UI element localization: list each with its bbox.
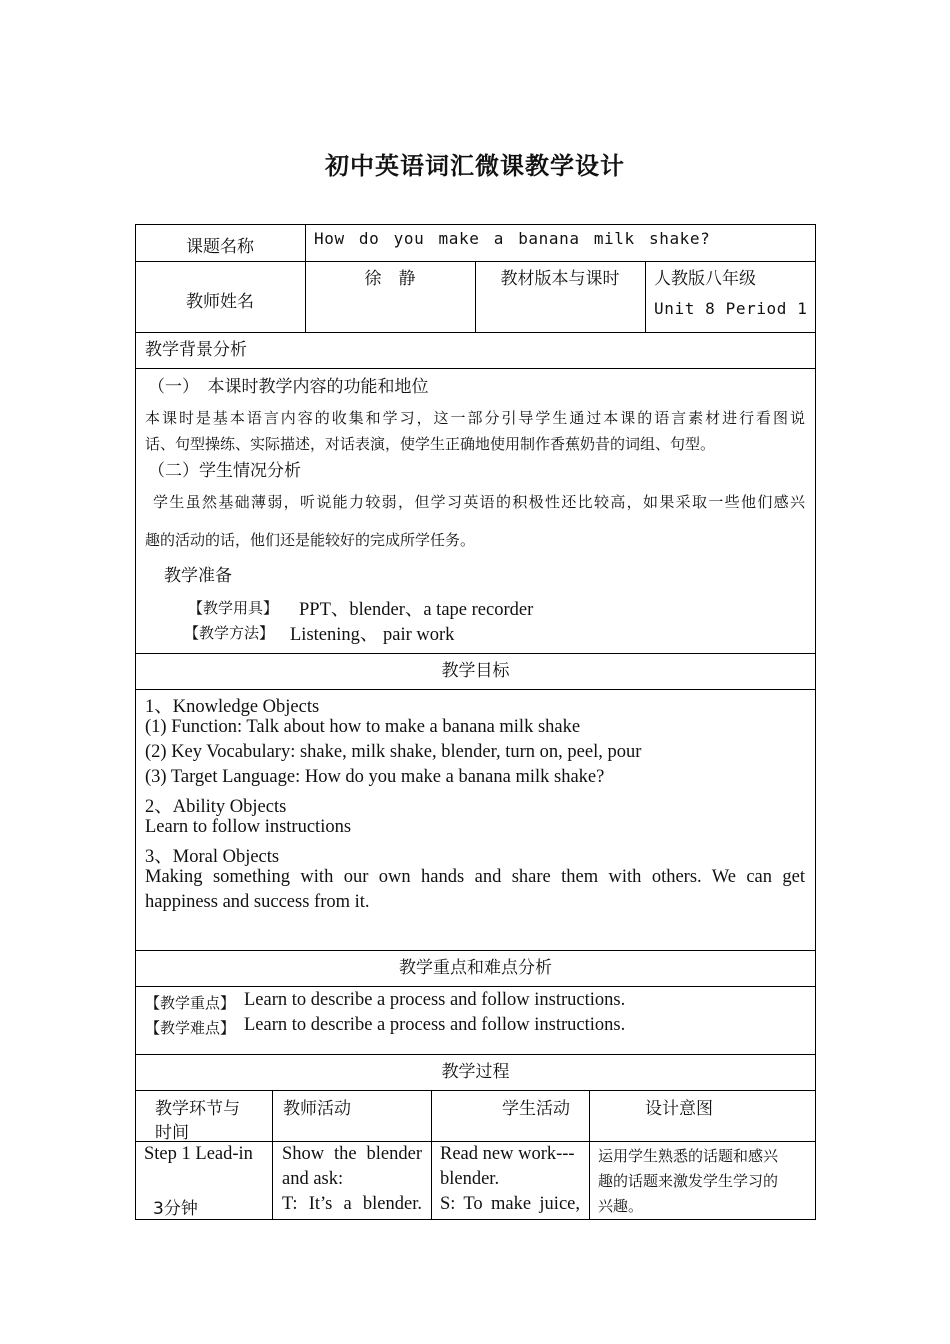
row1-time: 3分钟 [153,1199,198,1219]
row1-student-line2: blender. [440,1169,500,1189]
col-step-header-time: 时间 [155,1123,189,1143]
difficult-label: 【教学难点】 [145,1019,236,1037]
objective-moral-line2: happiness and success from it. [145,892,370,912]
methods-label: 【教学方法】 [184,624,275,642]
tools-value: PPT、blender、a tape recorder [299,600,534,620]
teacher-label: 教师姓名 [186,292,254,312]
section2-heading: （二）学生情况分析 [148,461,301,481]
section1-text-line2: 话、句型操练、实际描述，对话表演，使学生正确地使用制作香蕉奶昔的词组、句型。 [145,435,716,453]
document-title: 初中英语词汇微课教学设计 [325,151,625,180]
keypoints-heading: 教学重点和难点分析 [399,958,552,978]
section1-text-line1: 本课时是基本语言内容的收集和学习，这一部分引导学生通过本课的语言素材进行看图说 [145,409,805,427]
col-intent-header: 设计意图 [645,1099,713,1119]
edition-value-grade: 人教版八年级 [654,269,756,289]
methods-value: Listening、 pair work [290,625,455,645]
objective-ability-title: 2、Ability Objects [145,797,287,817]
edition-label: 教材版本与课时 [500,269,620,289]
objective-knowledge-2: (2) Key Vocabulary: shake, milk shake, blender, turn on, peel, pour [145,742,642,762]
process-heading: 教学过程 [441,1062,510,1082]
row1-teacher-line3: T: It’s a blender. [282,1194,422,1214]
prep-heading: 教学准备 [164,566,232,586]
objective-ability-1: Learn to follow instructions [145,817,352,837]
objective-knowledge-1: (1) Function: Talk about how to make a banana milk shake [145,717,581,737]
row1-intent-line1: 运用学生熟悉的话题和感兴 [598,1147,779,1165]
objective-moral-title: 3、Moral Objects [145,847,280,867]
objective-knowledge-3: (3) Target Language: How do you make a banana milk shake? [145,767,605,787]
topic-value: How do you make a banana milk shake? [314,229,711,248]
objective-moral-line1: Making something with our own hands and share them with others. We can get [145,867,805,887]
row1-student-line3: S: To make juice, [440,1194,580,1214]
row1-intent-line2: 趣的话题来激发学生学习的 [598,1172,779,1190]
key-label: 【教学重点】 [145,994,236,1012]
section2-text-line2: 趣的活动的话，他们还是能较好的完成所学任务。 [145,531,476,549]
background-heading: 教学背景分析 [145,340,247,360]
objectives-heading: 教学目标 [441,661,510,681]
key-value: Learn to describe a process and follow instructions. [244,990,626,1010]
row1-teacher-line2: and ask: [282,1169,344,1189]
edition-value-unit: Unit 8 Period 1 [654,299,808,318]
section2-text-line1: 学生虽然基础薄弱，听说能力较弱，但学习英语的积极性还比较高，如果采取一些他们感兴 [153,493,805,511]
objective-knowledge-title: 1、Knowledge Objects [145,697,320,717]
col-student-header: 学生活动 [502,1099,570,1119]
row1-teacher-line1: Show the blender [282,1144,422,1164]
tools-label: 【教学用具】 [188,599,279,617]
topic-label: 课题名称 [186,237,254,257]
col-teacher-header: 教师活动 [283,1099,351,1119]
teacher-value: 徐 静 [364,269,416,289]
row1-step: Step 1 Lead-in [144,1144,253,1164]
row1-intent-line3: 兴趣。 [598,1197,644,1215]
difficult-value: Learn to describe a process and follow instructions. [244,1015,626,1035]
row1-student-line1: Read new work--- [440,1144,575,1164]
col-step-header: 教学环节与 [155,1099,240,1119]
section1-heading: （一） 本课时教学内容的功能和地位 [148,377,429,397]
